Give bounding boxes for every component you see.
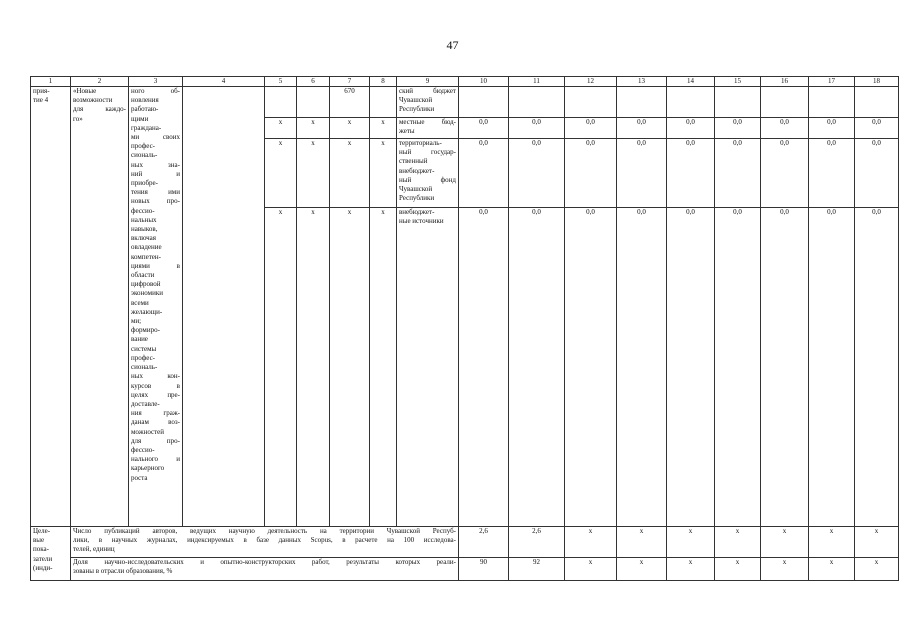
funding-source-cell-line: Республики: [399, 105, 435, 114]
indicator-value-cell: x: [855, 527, 899, 558]
project-description-cell-line: овладение: [131, 243, 162, 252]
funding-value-cell: 0,0: [509, 118, 565, 139]
funding-source-cell-line: ный государ-: [399, 148, 456, 157]
funding-value-cell: [761, 87, 809, 118]
header-cell: 3: [129, 77, 183, 87]
indicator-value-cell: 92: [509, 558, 565, 581]
indicator-value-cell: x: [855, 558, 899, 581]
project-description-cell-line: навыков,: [131, 225, 158, 234]
indicators-label-cell-line: затели: [33, 554, 53, 563]
header-cell: 11: [509, 77, 565, 87]
funding-source-cell-line: Чувашской: [399, 185, 433, 194]
funding-value-cell: 0,0: [855, 118, 899, 139]
project-description-cell-line: ми своих: [131, 133, 180, 142]
indicator-text-cell-line: телей, единиц: [73, 545, 115, 554]
code-cell-7: x: [330, 139, 370, 208]
indicator-value-cell: x: [617, 558, 667, 581]
indicators-label-cell: [31, 527, 71, 581]
funding-value-cell: 0,0: [715, 118, 761, 139]
funding-value-cell: [809, 87, 855, 118]
funding-value-cell: 0,0: [761, 118, 809, 139]
budget-row: [31, 87, 899, 118]
funding-source-cell-line: ный фонд: [399, 175, 456, 184]
project-description-cell-line: цифровой: [131, 280, 161, 289]
project-description-cell-line: желающи-: [131, 307, 163, 316]
funding-value-cell: 0,0: [761, 139, 809, 208]
funding-value-cell: [667, 87, 715, 118]
indicator-value-cell: x: [667, 558, 715, 581]
code-cell-5: x: [265, 208, 297, 527]
indicator-value-cell: x: [809, 527, 855, 558]
header-cell: 16: [761, 77, 809, 87]
indicator-text-cell-line: Доля научно-исследовательских и опытно-конструкторских работ, результаты которых реали-: [73, 558, 456, 566]
funding-source-cell-line: территориаль-: [399, 139, 442, 147]
project-description-cell-line: ми;: [131, 317, 142, 326]
project-number-cell-line: прия-: [33, 87, 50, 95]
funding-value-cell: 0,0: [715, 208, 761, 527]
project-description-cell-line: роста: [131, 473, 148, 482]
project-description-cell: [129, 87, 183, 527]
project-description-cell-line: целях пре-: [131, 390, 180, 399]
code-cell-8: x: [370, 139, 397, 208]
header-cell: 7: [330, 77, 370, 87]
project-description-cell-line: экономики: [131, 289, 163, 298]
indicator-value-cell: x: [617, 527, 667, 558]
project-description-cell-line: приобре-: [131, 179, 158, 188]
project-description-cell-line: нальных: [131, 215, 157, 224]
header-cell: 18: [855, 77, 899, 87]
project-description-cell-line: вание: [131, 335, 148, 344]
funding-source-cell: [397, 118, 459, 139]
funding-value-cell: [509, 87, 565, 118]
header-cell: 5: [265, 77, 297, 87]
code-cell-5: x: [265, 118, 297, 139]
indicator-row: [31, 527, 899, 558]
indicator-value-cell: x: [667, 527, 715, 558]
funding-value-cell: 0,0: [667, 139, 715, 208]
funding-source-cell-line: Республики: [399, 194, 435, 203]
header-row: [31, 77, 899, 87]
code-cell-7: x: [330, 208, 370, 527]
indicator-value-cell: 2,6: [459, 527, 509, 558]
funding-source-cell-line: жеты: [399, 127, 415, 136]
indicator-value-cell: x: [809, 558, 855, 581]
indicator-value-cell: x: [565, 558, 617, 581]
project-description-cell-line: работаю-: [131, 105, 159, 114]
indicators-label-cell-line: (инди-: [33, 563, 53, 572]
program-table: [30, 76, 899, 581]
project-description-cell-line: циями в: [131, 261, 180, 270]
funding-value-cell: 0,0: [509, 208, 565, 527]
indicator-value-cell: 2,6: [509, 527, 565, 558]
header-cell: 2: [71, 77, 129, 87]
project-name-cell-line: го»: [73, 114, 83, 123]
project-number-cell-line: тие 4: [33, 96, 49, 105]
code-cell-6: x: [297, 139, 330, 208]
project-description-cell-line: данам воз-: [131, 418, 180, 427]
funding-source-cell: [397, 208, 459, 527]
project-description-cell-line: сиональ-: [131, 363, 158, 372]
funding-source-cell-line: внебюджет-: [399, 208, 435, 216]
responsible-cell: [183, 87, 265, 527]
header-cell: 6: [297, 77, 330, 87]
project-description-cell-line: формиро-: [131, 326, 160, 335]
code-cell-8: x: [370, 118, 397, 139]
funding-value-cell: 0,0: [459, 139, 509, 208]
funding-value-cell: 0,0: [617, 118, 667, 139]
indicators-label-cell-line: Целе-: [33, 527, 51, 535]
funding-source-cell-line: ные источники: [399, 217, 444, 226]
funding-value-cell: [855, 87, 899, 118]
code-cell-6: [297, 87, 330, 118]
funding-value-cell: 0,0: [565, 208, 617, 527]
code-cell-8: [370, 87, 397, 118]
funding-source-cell-line: ственный: [399, 157, 428, 166]
funding-value-cell: 0,0: [855, 208, 899, 527]
funding-value-cell: 0,0: [617, 139, 667, 208]
funding-value-cell: 0,0: [459, 118, 509, 139]
code-cell-7: 670: [330, 87, 370, 118]
funding-value-cell: [715, 87, 761, 118]
code-cell-6: x: [297, 208, 330, 527]
project-description-cell-line: курсов в: [131, 381, 180, 390]
project-number-cell: [31, 87, 71, 527]
project-description-cell-line: новления: [131, 96, 159, 105]
header-cell: 10: [459, 77, 509, 87]
project-description-cell-line: ний и: [131, 169, 180, 178]
funding-value-cell: 0,0: [509, 139, 565, 208]
project-description-cell-line: нального и: [131, 455, 180, 464]
code-cell-5: x: [265, 139, 297, 208]
indicator-value-cell: x: [761, 558, 809, 581]
project-description-cell-line: граждана-: [131, 123, 162, 132]
project-description-cell-line: профес-: [131, 142, 156, 151]
indicators-label-cell-line: вые: [33, 536, 45, 545]
project-description-cell-line: для про-: [131, 436, 180, 445]
funding-source-cell-line: внебюджет-: [399, 166, 435, 175]
funding-value-cell: 0,0: [809, 118, 855, 139]
funding-value-cell: [617, 87, 667, 118]
funding-value-cell: 0,0: [809, 139, 855, 208]
header-cell: 13: [617, 77, 667, 87]
funding-value-cell: 0,0: [715, 139, 761, 208]
project-description-cell-line: ных зна-: [131, 160, 180, 169]
funding-value-cell: 0,0: [667, 208, 715, 527]
indicator-text-cell-line: Число публикаций авторов, ведущих научную деятельность на территории Чувашской Респуб-: [73, 527, 456, 535]
funding-value-cell: [565, 87, 617, 118]
project-description-cell-line: компетен-: [131, 252, 161, 261]
funding-value-cell: 0,0: [617, 208, 667, 527]
project-name-cell: [71, 87, 129, 527]
indicator-row: [31, 558, 899, 581]
funding-value-cell: 0,0: [855, 139, 899, 208]
funding-source-cell-line: ский бюджет: [399, 87, 456, 95]
project-description-cell-line: тения ими: [131, 188, 180, 197]
project-description-cell-line: всеми: [131, 298, 149, 307]
project-name-cell-line: для каждо-: [73, 105, 126, 114]
project-description-cell-line: новых про-: [131, 197, 180, 206]
project-description-cell-line: ных кон-: [131, 372, 180, 381]
header-cell: 8: [370, 77, 397, 87]
funding-value-cell: 0,0: [565, 139, 617, 208]
header-cell: 4: [183, 77, 265, 87]
code-cell-8: x: [370, 208, 397, 527]
funding-source-cell: [397, 87, 459, 118]
indicator-text-cell-line: лики, в научных журналах, индексируемых в базе данных Scopus, в расчете на 100 исследова-: [73, 536, 456, 545]
project-description-cell-line: можностей: [131, 427, 165, 436]
funding-source-cell-line: местные бюд-: [399, 118, 456, 126]
project-name-cell-line: «Новые: [73, 87, 97, 95]
header-cell: 15: [715, 77, 761, 87]
funding-source-cell-line: Чувашской: [399, 96, 433, 105]
code-cell-7: x: [330, 118, 370, 139]
indicator-value-cell: 90: [459, 558, 509, 581]
project-description-cell-line: сиональ-: [131, 151, 158, 160]
header-cell: 9: [397, 77, 459, 87]
indicator-value-cell: x: [565, 527, 617, 558]
project-description-cell-line: ния граж-: [131, 409, 180, 418]
header-cell: 1: [31, 77, 71, 87]
project-description-cell-line: области: [131, 271, 155, 280]
project-name-cell-line: возможности: [73, 96, 113, 105]
indicator-text-cell: [71, 527, 459, 558]
project-description-cell-line: системы: [131, 344, 157, 353]
project-description-cell-line: карьерного: [131, 464, 165, 473]
funding-value-cell: 0,0: [565, 118, 617, 139]
indicator-value-cell: x: [761, 527, 809, 558]
project-description-cell-line: ного об-: [131, 87, 180, 95]
page-number: 47: [446, 38, 459, 52]
indicators-label-cell-line: пока-: [33, 545, 49, 554]
project-description-cell-line: щими: [131, 114, 149, 123]
project-description-cell-line: доставле-: [131, 399, 160, 408]
funding-value-cell: 0,0: [809, 208, 855, 527]
indicator-value-cell: x: [715, 527, 761, 558]
project-description-cell-line: профес-: [131, 353, 156, 362]
header-cell: 12: [565, 77, 617, 87]
code-cell-5: [265, 87, 297, 118]
header-cell: 14: [667, 77, 715, 87]
project-description-cell-line: фессио-: [131, 206, 155, 215]
indicator-text-cell: [71, 558, 459, 581]
funding-value-cell: 0,0: [459, 208, 509, 527]
funding-value-cell: 0,0: [667, 118, 715, 139]
header-cell: 17: [809, 77, 855, 87]
indicator-value-cell: x: [715, 558, 761, 581]
funding-value-cell: [459, 87, 509, 118]
project-description-cell-line: включая: [131, 234, 157, 243]
indicator-text-cell-line: зованы в отрасли образования, %: [73, 567, 173, 576]
project-description-cell-line: фессио-: [131, 445, 155, 454]
code-cell-6: x: [297, 118, 330, 139]
funding-value-cell: 0,0: [761, 208, 809, 527]
funding-source-cell: [397, 139, 459, 208]
